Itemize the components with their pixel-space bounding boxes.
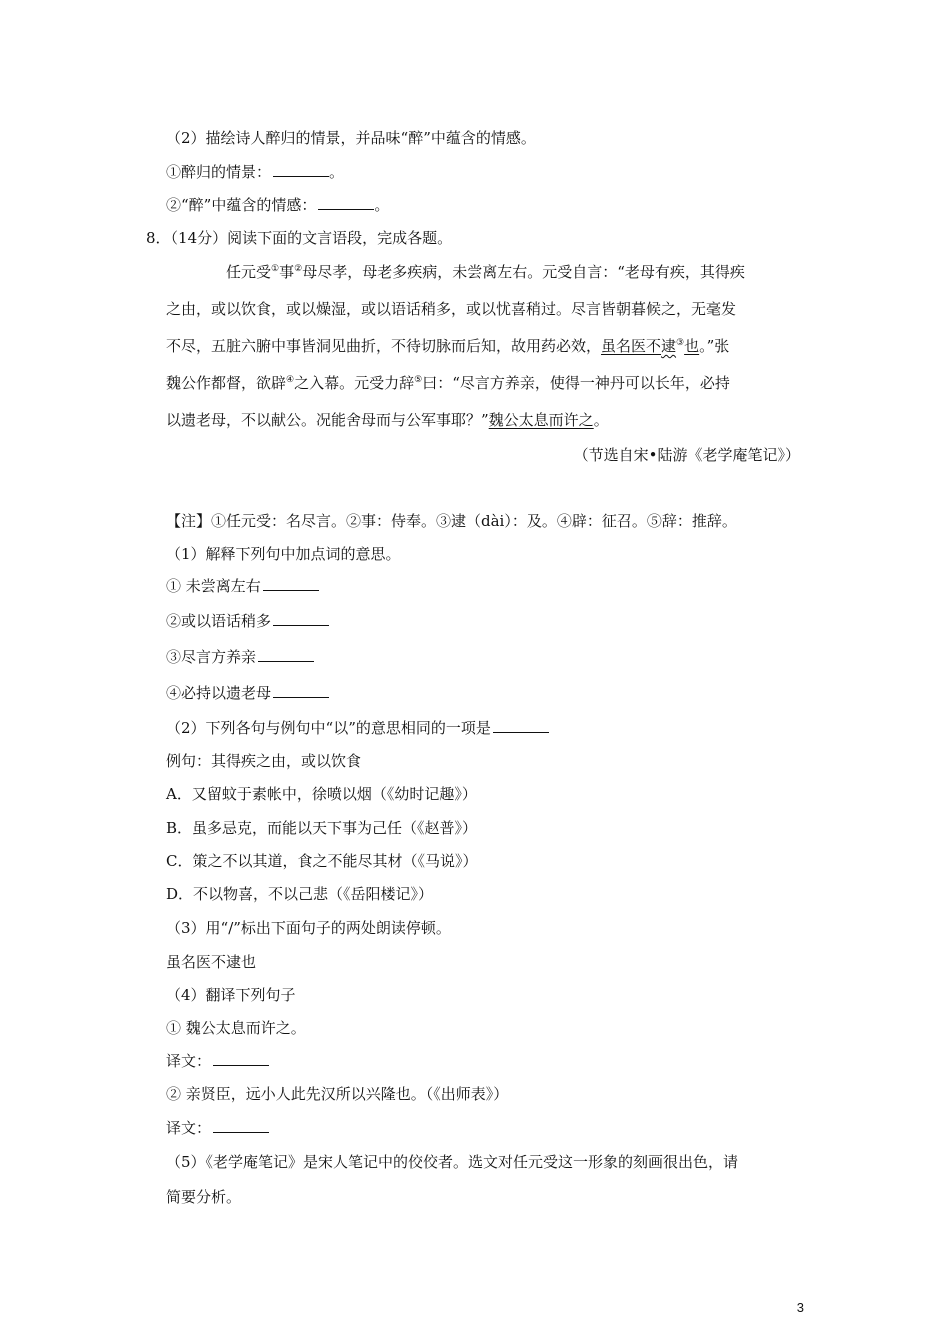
sub1-item	[166, 610, 329, 632]
period: 。	[329, 163, 345, 181]
sub3-sentence: 虽名医不逮也	[166, 953, 257, 971]
item-text: （2）下列各句与例句中“以”的意思相同的一项是	[166, 719, 491, 737]
sub4-translation-2	[166, 1117, 269, 1139]
sub4-translation-1	[166, 1050, 269, 1072]
answer-blank[interactable]	[493, 718, 549, 733]
answer-blank[interactable]	[273, 611, 329, 626]
passage-line	[226, 261, 745, 283]
item-text: ④必持以遗老母	[166, 684, 272, 702]
sub4-title: （4）翻译下列句子	[166, 986, 296, 1004]
text: 。	[593, 411, 609, 429]
text: 不尽，五脏六腑中事皆洞见曲折，不待切脉而后知，故用药必效，	[166, 337, 602, 355]
text: 魏公作都督，欲辟	[166, 374, 287, 392]
item-text: 译文：	[166, 1119, 212, 1137]
q7-answer-line-1	[166, 161, 344, 183]
sub2-title	[166, 717, 549, 739]
q8-header: 8．（14分）阅读下面的文言语段，完成各题。	[146, 229, 453, 247]
sub2-example: 例句：其得疾之由，或以饮食	[166, 752, 362, 770]
underlined-text: 也	[684, 337, 700, 355]
period: 。	[374, 196, 390, 214]
item-text: ②或以语话稍多	[166, 612, 272, 630]
text: 事	[279, 263, 295, 281]
text: 以遗老母，不以献公。况能舍母而与公军事耶？”	[166, 411, 489, 429]
item-text: ① 未尝离左右	[166, 577, 261, 595]
sub1-item	[166, 682, 329, 704]
page-number: 3	[796, 1300, 804, 1315]
note-marker: ④	[286, 375, 295, 385]
text: 曰：“尽言方养亲，使得一神丹可以长年，必持	[422, 374, 730, 392]
underlined-text: 虽名医不	[601, 337, 662, 355]
passage-source: （节选自宋•陆游《老学庵笔记》）	[573, 446, 800, 464]
item-text: ③尽言方养亲	[166, 648, 257, 666]
answer-label: ②“醉”中蕴含的情感：	[166, 196, 317, 214]
option-a: A．又留蚊于素帐中，徐喷以烟（《幼时记趣》）	[166, 785, 477, 803]
annotation-note: 【注】①任元受：名尽言。②事：侍奉。③逮（dài）：及。④辟：征召。⑤辞：推辞。	[166, 512, 737, 530]
text: 。”张	[699, 337, 730, 355]
q7-answer-line-2	[166, 194, 389, 216]
passage-line	[166, 409, 609, 431]
answer-blank[interactable]	[213, 1051, 269, 1066]
sub1-item	[166, 575, 319, 597]
sub1-item	[166, 646, 314, 668]
passage-line: 之由，或以饮食，或以燥湿，或以语话稍多，或以忧喜稍过。尽言皆朝暮候之，无毫发	[166, 300, 737, 318]
answer-label: ①醉归的情景：	[166, 163, 272, 181]
item-text: 译文：	[166, 1052, 212, 1070]
note-marker: ②	[294, 264, 303, 274]
answer-blank[interactable]	[318, 195, 374, 210]
passage-line	[166, 335, 729, 357]
sub5-line-1: （5）《老学庵笔记》是宋人笔记中的佼佼者。选文对任元受这一形象的刻画很出色，请	[166, 1153, 739, 1171]
sub5-line-2: 简要分析。	[166, 1188, 242, 1206]
underlined-text: 魏公太息而许之	[488, 411, 594, 429]
note-marker: ③	[676, 338, 685, 348]
option-b: B．虽多忌克，而能以天下事为己任（《赵普》）	[166, 819, 478, 837]
answer-blank[interactable]	[263, 576, 319, 591]
sub3-title: （3）用“/”标出下面句子的两处朗读停顿。	[166, 919, 451, 937]
text: 之入幕。元受力辞	[294, 374, 415, 392]
sub1-title: （1）解释下列句中加点词的意思。	[166, 545, 401, 563]
answer-blank[interactable]	[258, 647, 314, 662]
answer-blank[interactable]	[273, 683, 329, 698]
text: 母尽孝，母老多疾病，未尝离左右。元受自言：“老母有疾，其得疾	[302, 263, 745, 281]
option-d: D．不以物喜，不以己悲（《岳阳楼记》）	[166, 885, 434, 903]
sub4-sentence-1: ① 魏公太息而许之。	[166, 1019, 306, 1037]
answer-blank[interactable]	[273, 162, 329, 177]
note-marker: ①	[271, 264, 280, 274]
sub4-sentence-2: ② 亲贤臣，远小人此先汉所以兴隆也。（《出师表》）	[166, 1085, 509, 1103]
passage-line	[166, 372, 730, 394]
q7-subquestion-2: （2）描绘诗人醉归的情景，并品味“醉”中蕴含的情感。	[166, 129, 536, 147]
note-marker: ⑤	[414, 375, 423, 385]
text: 任元受	[226, 263, 272, 281]
answer-blank[interactable]	[213, 1118, 269, 1133]
option-c: C．策之不以其道，食之不能尽其材（《马说》）	[166, 852, 478, 870]
wavy-underlined-text: 逮	[661, 337, 677, 355]
